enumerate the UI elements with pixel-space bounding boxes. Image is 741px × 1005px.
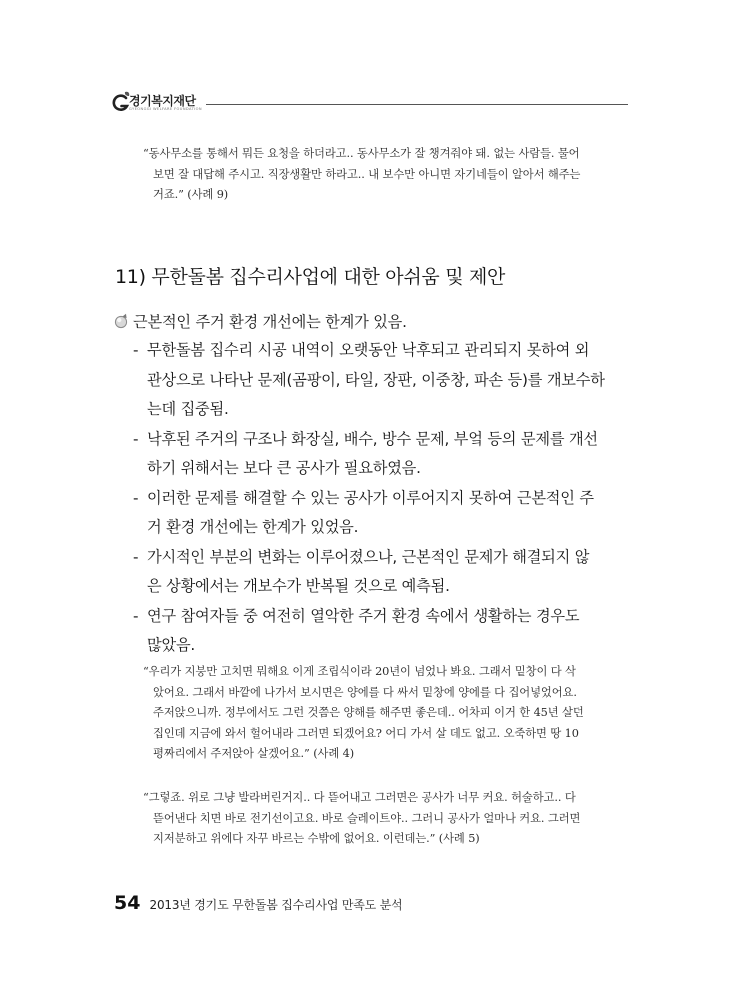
list-item <box>133 484 633 543</box>
list-item <box>133 543 633 602</box>
lead-text: 근본적인 주거 환경 개선에는 한계가 있음. <box>133 313 407 331</box>
page-number: 54 <box>114 892 141 914</box>
list-item <box>133 425 633 484</box>
point-line: 은 상황에서는 개보수가 반복될 것으로 예측됨. <box>147 577 450 595</box>
quote-line: 뜯어낸다 치면 바로 전기선이고요. 바로 슬레이트야.. 그러니 공사가 얼마나 커요. 그러면 <box>153 811 581 825</box>
point-line: 가시적인 부분의 변화는 이루어졌으나, 근본적인 문제가 해결되지 않 <box>147 547 590 566</box>
point-line: 거 환경 개선에는 한계가 있었음. <box>147 518 359 536</box>
dash-marker: - <box>133 341 139 359</box>
dash-marker: - <box>133 606 139 625</box>
organization-subtitle: GYEONGGI WELFARE FOUNDATION <box>129 107 202 111</box>
point-line: 관상으로 나타난 문제(곰팡이, 타일, 장판, 이중창, 파손 등)를 개보수하 <box>147 370 605 389</box>
quote-line: 았어요. 그래서 바깥에 나가서 보시면은 양에를 다 싸서 밑창에 양에를 다 집어넣었어요. <box>153 685 577 699</box>
quote-line: “우리가 지붕만 고치면 뭐해요 이게 조립식이라 20년이 넘었나 봐요. 그래서 밑창이 다 삭 <box>143 665 576 678</box>
list-item <box>133 336 633 425</box>
point-line: 연구 참여자들 중 여전히 열악한 주거 환경 속에서 생활하는 경우도 <box>147 606 580 625</box>
header-rule <box>206 104 628 105</box>
point-line: 낙후된 주거의 구조나 화장실, 배수, 방수 문제, 부엌 등의 문제를 개선 <box>147 429 598 448</box>
report-title: 2013년 경기도 무한돌봄 집수리사업 만족도 분석 <box>149 898 403 912</box>
quote-line: 집인데 지금에 와서 헐어내라 그러면 되겠어요? 어디 가서 살 데도 없고. 오죽하면 땅 10 <box>153 726 579 740</box>
dash-marker: - <box>133 429 139 448</box>
quote-line: 평짜리에서 주저앉아 살겠어요.” (사례 4) <box>153 747 355 760</box>
point-line: 는데 집중됨. <box>147 400 229 418</box>
point-list <box>133 336 633 661</box>
point-line: 무한돌봄 집수리 시공 내역이 오랫동안 낙후되고 관리되지 못하여 외 <box>147 341 590 359</box>
quote-line: 지저분하고 위에다 자꾸 바르는 수밖에 없어요. 이런데는.” (사례 5) <box>153 832 480 845</box>
interview-quote <box>143 788 623 850</box>
list-item <box>133 602 633 661</box>
quote-line: 주저앉으니까. 정부에서도 그런 것쯤은 양해를 해주면 좋은데.. 어차피 이거 한 45년 살던 <box>153 706 584 719</box>
quote-line: “그렇죠. 위로 그냥 발라버린거지.. 다 뜯어내고 그러면은 공사가 너무 커요. 허술하고.. 다 <box>143 791 576 804</box>
point-line: 이러한 문제를 해결할 수 있는 공사가 이루어지지 못하여 근본적인 주 <box>147 488 594 507</box>
dash-marker: - <box>133 488 139 507</box>
interview-quote <box>143 144 623 206</box>
lead-item <box>113 312 633 334</box>
point-line: 많았음. <box>147 636 196 654</box>
page-header <box>112 90 628 116</box>
organization-name: 경기복지재단 <box>129 94 196 108</box>
quote-line: “동사무소를 통해서 뭐든 요청을 하더라고.. 동사무소가 잘 챙겨줘야 돼. 없는 사람들. 물어 <box>143 147 580 160</box>
bullet-icon <box>113 313 129 329</box>
quote-line: 거죠.” (사례 9) <box>153 188 229 201</box>
dash-marker: - <box>133 547 139 566</box>
point-line: 하기 위해서는 보다 큰 공사가 필요하였음. <box>147 459 421 477</box>
section-title: 11) 무한돌봄 집수리사업에 대한 아쉬움 및 제안 <box>115 266 506 288</box>
quote-line: 보면 잘 대답해 주시고. 직장생활만 하라고.. 내 보수만 아니면 자기네들이 알아서 해주는 <box>153 167 581 181</box>
interview-quote <box>143 662 623 765</box>
page-footer <box>114 892 402 914</box>
